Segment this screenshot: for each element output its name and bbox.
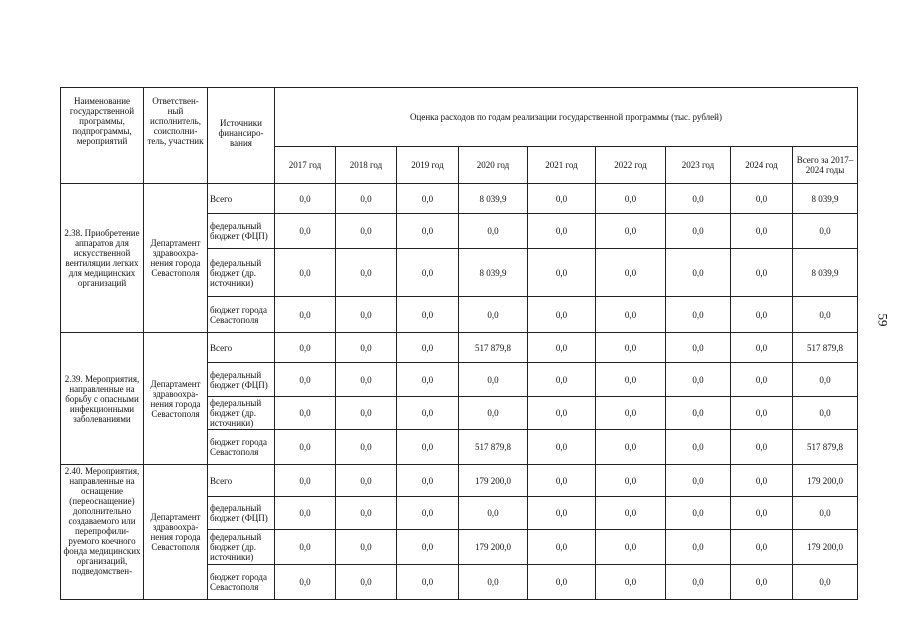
value-cell: 0,0: [275, 465, 336, 497]
value-cell: 0,0: [528, 363, 596, 397]
header-executor: Ответствен-ный исполнитель, соисполни-тель, участник: [144, 88, 208, 184]
table-row: [61, 184, 858, 214]
value-cell: 0,0: [666, 333, 731, 363]
value-cell: 0,0: [397, 333, 459, 363]
value-cell: 8 039,9: [459, 249, 528, 297]
value-cell: 0,0: [275, 214, 336, 249]
funding-source-cell: федеральный бюджет (др. источники): [208, 397, 275, 430]
header-funding-sources: Источники финансиро-вания: [208, 88, 275, 184]
program-name-cell: 2.39. Мероприятия, направленные на борьбу с опасными инфекционными заболеваниями: [61, 333, 144, 465]
value-cell: 0,0: [528, 214, 596, 249]
value-cell: 0,0: [397, 363, 459, 397]
value-cell: 0,0: [793, 397, 858, 430]
value-cell: 0,0: [275, 249, 336, 297]
funding-source-cell: бюджет города Севастополя: [208, 430, 275, 465]
funding-source-cell: бюджет города Севастополя: [208, 297, 275, 333]
value-cell: 0,0: [666, 465, 731, 497]
value-cell: 0,0: [528, 565, 596, 600]
value-cell: 0,0: [336, 333, 397, 363]
value-cell: 0,0: [731, 333, 793, 363]
value-cell: 0,0: [459, 497, 528, 530]
funding-source-cell: Всего: [208, 184, 275, 214]
executor-cell: Департамент здравоохра-нения города Севастополя: [144, 184, 208, 333]
value-cell: 0,0: [275, 565, 336, 600]
value-cell: 179 200,0: [793, 465, 858, 497]
value-cell: 0,0: [666, 249, 731, 297]
value-cell: 0,0: [528, 465, 596, 497]
funding-source-cell: федеральный бюджет (ФЦП): [208, 497, 275, 530]
value-cell: 0,0: [275, 530, 336, 565]
value-cell: 0,0: [397, 430, 459, 465]
value-cell: 0,0: [336, 530, 397, 565]
value-cell: 0,0: [397, 397, 459, 430]
value-cell: 0,0: [275, 333, 336, 363]
year-header-7: 2024 год: [731, 147, 793, 184]
value-cell: 0,0: [793, 565, 858, 600]
value-cell: 8 039,9: [793, 184, 858, 214]
value-cell: 0,0: [596, 430, 666, 465]
value-cell: 0,0: [528, 297, 596, 333]
funding-source-cell: федеральный бюджет (др. источники): [208, 530, 275, 565]
value-cell: 517 879,8: [459, 430, 528, 465]
executor-cell: Департамент здравоохра-нения города Севастополя: [144, 465, 208, 600]
value-cell: 0,0: [528, 530, 596, 565]
value-cell: 0,0: [596, 249, 666, 297]
value-cell: 0,0: [275, 497, 336, 530]
value-cell: 0,0: [397, 184, 459, 214]
value-cell: 0,0: [666, 530, 731, 565]
value-cell: 0,0: [528, 397, 596, 430]
funding-source-cell: федеральный бюджет (ФЦП): [208, 214, 275, 249]
value-cell: 0,0: [793, 363, 858, 397]
value-cell: 0,0: [528, 430, 596, 465]
header-program-name: Наименование государственной программы, подпрограммы, мероприятий: [61, 88, 144, 184]
value-cell: 0,0: [397, 297, 459, 333]
value-cell: 0,0: [731, 497, 793, 530]
value-cell: 0,0: [459, 214, 528, 249]
value-cell: 0,0: [397, 565, 459, 600]
header-row: [61, 88, 858, 147]
funding-source-cell: Всего: [208, 465, 275, 497]
year-header-8: Всего за 2017–2024 годы: [793, 147, 858, 184]
value-cell: 0,0: [275, 430, 336, 465]
program-name-cell: 2.38. Приобретение аппаратов для искусственной вентиляции легких для медицинских организаций: [61, 184, 144, 333]
value-cell: 0,0: [596, 333, 666, 363]
value-cell: 0,0: [397, 249, 459, 297]
executor-cell: Департамент здравоохра-нения города Севастополя: [144, 333, 208, 465]
value-cell: 0,0: [275, 397, 336, 430]
year-header-4: 2021 год: [528, 147, 596, 184]
year-header-3: 2020 год: [459, 147, 528, 184]
value-cell: 0,0: [336, 430, 397, 465]
value-cell: 0,0: [397, 530, 459, 565]
value-cell: 0,0: [596, 184, 666, 214]
value-cell: 0,0: [528, 184, 596, 214]
value-cell: 0,0: [459, 363, 528, 397]
value-cell: 0,0: [275, 184, 336, 214]
value-cell: 0,0: [731, 530, 793, 565]
value-cell: 0,0: [731, 214, 793, 249]
funding-source-cell: федеральный бюджет (др. источники): [208, 249, 275, 297]
budget-table: [60, 87, 858, 600]
value-cell: 0,0: [731, 297, 793, 333]
value-cell: 0,0: [731, 465, 793, 497]
value-cell: 0,0: [459, 297, 528, 333]
value-cell: 0,0: [459, 565, 528, 600]
value-cell: 0,0: [731, 184, 793, 214]
value-cell: 0,0: [596, 465, 666, 497]
value-cell: 8 039,9: [459, 184, 528, 214]
value-cell: 0,0: [596, 214, 666, 249]
value-cell: 0,0: [731, 249, 793, 297]
value-cell: 0,0: [793, 214, 858, 249]
table-row: [61, 333, 858, 363]
value-cell: 0,0: [397, 497, 459, 530]
value-cell: 0,0: [731, 565, 793, 600]
value-cell: 517 879,8: [459, 333, 528, 363]
value-cell: 0,0: [793, 297, 858, 333]
value-cell: 0,0: [336, 363, 397, 397]
value-cell: 0,0: [336, 465, 397, 497]
value-cell: 0,0: [666, 214, 731, 249]
value-cell: 8 039,9: [793, 249, 858, 297]
value-cell: 0,0: [336, 249, 397, 297]
funding-source-cell: бюджет города Севастополя: [208, 565, 275, 600]
value-cell: 0,0: [336, 214, 397, 249]
value-cell: 0,0: [666, 397, 731, 430]
value-cell: 0,0: [596, 297, 666, 333]
year-header-0: 2017 год: [275, 147, 336, 184]
value-cell: 0,0: [596, 363, 666, 397]
funding-source-cell: Всего: [208, 333, 275, 363]
value-cell: 0,0: [666, 430, 731, 465]
value-cell: 0,0: [459, 397, 528, 430]
value-cell: 0,0: [596, 397, 666, 430]
value-cell: 0,0: [666, 565, 731, 600]
year-header-2: 2019 год: [397, 147, 459, 184]
value-cell: 0,0: [666, 297, 731, 333]
page-number: 59: [875, 313, 891, 327]
value-cell: 179 200,0: [793, 530, 858, 565]
year-header-6: 2023 год: [666, 147, 731, 184]
value-cell: 179 200,0: [459, 530, 528, 565]
value-cell: 0,0: [336, 184, 397, 214]
value-cell: 0,0: [666, 184, 731, 214]
value-cell: 0,0: [731, 397, 793, 430]
value-cell: 0,0: [336, 397, 397, 430]
value-cell: 0,0: [275, 363, 336, 397]
value-cell: 0,0: [666, 497, 731, 530]
value-cell: 0,0: [336, 297, 397, 333]
table-row: [61, 465, 858, 497]
value-cell: 0,0: [793, 497, 858, 530]
value-cell: 0,0: [275, 297, 336, 333]
value-cell: 0,0: [731, 363, 793, 397]
value-cell: 0,0: [397, 465, 459, 497]
value-cell: 0,0: [528, 333, 596, 363]
value-cell: 179 200,0: [459, 465, 528, 497]
value-cell: 0,0: [731, 430, 793, 465]
value-cell: 0,0: [596, 530, 666, 565]
value-cell: 0,0: [596, 565, 666, 600]
year-header-1: 2018 год: [336, 147, 397, 184]
value-cell: 0,0: [596, 497, 666, 530]
value-cell: 0,0: [528, 497, 596, 530]
funding-source-cell: федеральный бюджет (ФЦП): [208, 363, 275, 397]
value-cell: 0,0: [336, 565, 397, 600]
header-expense-estimate: Оценка расходов по годам реализации государственной программы (тыс. рублей): [275, 88, 858, 147]
year-header-5: 2022 год: [596, 147, 666, 184]
value-cell: 517 879,8: [793, 333, 858, 363]
value-cell: 0,0: [397, 214, 459, 249]
value-cell: 0,0: [666, 363, 731, 397]
program-name-cell: 2.40. Мероприятия, направленные на оснащение (переоснащение) дополнительно создаваемого или перепрофили-руемого коечного фонда медицинских организаций, подведомствен-: [61, 465, 144, 600]
value-cell: 0,0: [336, 497, 397, 530]
value-cell: 0,0: [528, 249, 596, 297]
value-cell: 517 879,8: [793, 430, 858, 465]
